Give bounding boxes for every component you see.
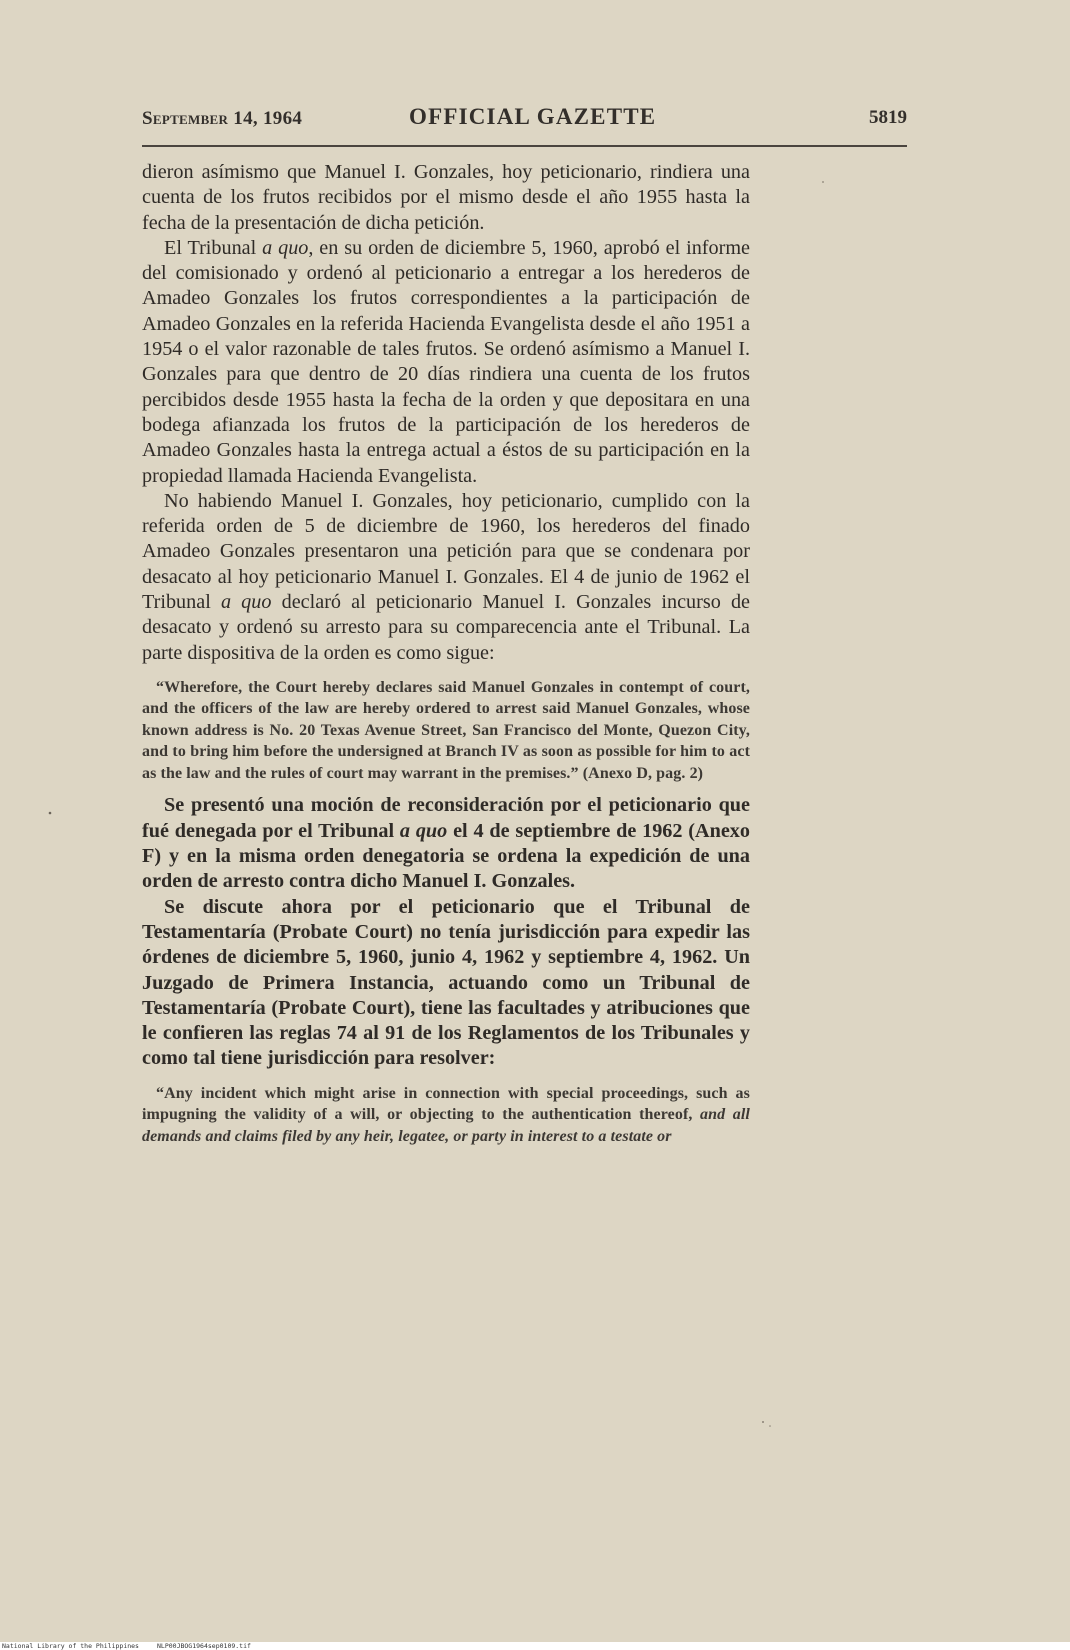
paragraph-4-text-a: Se presentó una moción de reconsideración por el peticionario que fué denegada por el Tribunal (142, 794, 750, 842)
paragraph-1: dieron asímismo que Manuel I. Gonzales, hoy peticionario, rindiera una cuenta de los frutos recibidos por el mismo desde el año 1955 hasta la fecha de la presentación de dicha petición. (142, 161, 750, 234)
scan-footer (0, 1642, 1070, 1650)
paragraph-3-italic: a quo (220, 591, 272, 614)
paragraph-3-text-a: No habiendo Manuel I. Gonzales, hoy peticionario, cumplido con la referida orden de 5 de diciembre de 1960, los herederos del finado Amadeo Gonzales presentaron una petición para que se condenara por desacato al hoy peticionario Manuel I. Gonzales. El 4 de junio de 1962 el Tribunal (142, 489, 750, 614)
header-page-number: 5819 (869, 107, 907, 128)
quote-2-text-a: “Any incident which might arise in connection with special proceedings, such as impugning the validity of a will, or objecting to the authentication thereof, (142, 1084, 750, 1124)
paragraph-2-italic: a quo (262, 236, 309, 259)
paragraph-3-text-b: declaró al peticionario Manuel I. Gonzales incurso de desacato y ordenó su arresto para su comparecencia ante el Tribunal. La parte dispositiva de la orden es como sigue: (142, 591, 750, 664)
footer-library: National Library of the Philippines (2, 1642, 139, 1650)
paragraph-4-text-b: el 4 de septiembre de 1962 (Anexo F) y en la misma orden denegatoria se ordena la expedición de una orden de arresto contra dicho Manuel I. Gonzales. (142, 819, 750, 893)
paragraph-2-text-b: , en su orden de diciembre 5, 1960, aprobó el informe del comisionado y ordenó al peticionario a entregar a los herederos de Amadeo Gonzales los frutos correspondientes a la participación de Amadeo Gonzales en la referida Hacienda Evangelista desde el año 1951 a 1954 o el valor razonable de tales frutos. Se ordenó asímismo a Manuel I. Gonzales para que dentro de 20 días rindiera una cuenta de los frutos percibidos desde 1955 hasta la fecha de la orden y que depositara en una bodega afianzada los frutos de la participación de los herederos de Amadeo Gonzales hasta la entrega actual a éstos de su participación en la propiedad llamada Hacienda Evangelista. (142, 236, 751, 487)
quote-1: “Wherefore, the Court hereby declares said Manuel Gonzales in contempt of court, and the officers of the law are hereby ordered to arrest said Manuel Gonzales, whose known address is No. 20 Texas Avenue Street, San Francisco del Monte, Quezon City, and to bring him before the undersigned at Branch IV as soon as possible for him to act as the law and the rules of court may warrant in the premises.” (Anexo D, pag. 2) (142, 678, 750, 782)
header-date: September 14, 1964 (142, 108, 303, 129)
header-title: OFFICIAL GAZETTE (409, 104, 657, 129)
paragraph-4-italic: a quo (399, 819, 448, 842)
footer-filename: NLP00JBOG1964sep0109.tif (157, 1642, 251, 1650)
quote-2-italic: and all demands and claims filed by any heir, legatee, or party in interest to a testate or (142, 1106, 750, 1145)
paragraph-2-text-a: El Tribunal (164, 236, 263, 259)
paragraph-5: Se discute ahora por el peticionario que el Tribunal de Testamentaría (Probate Court) no tenía jurisdicción para expedir las órdenes de diciembre 5, 1960, junio 4, 1962 y septiembre 4, 1962. Un Juzgado de Primera Instancia, actuando como un Tribunal de Testamentaría (Probate Court), tiene las facultades y atribuciones que le confieren las reglas 74 al 91 de los Reglamentos de los Tribunales y como tal tiene jurisdicción para resolver: (142, 895, 750, 1070)
